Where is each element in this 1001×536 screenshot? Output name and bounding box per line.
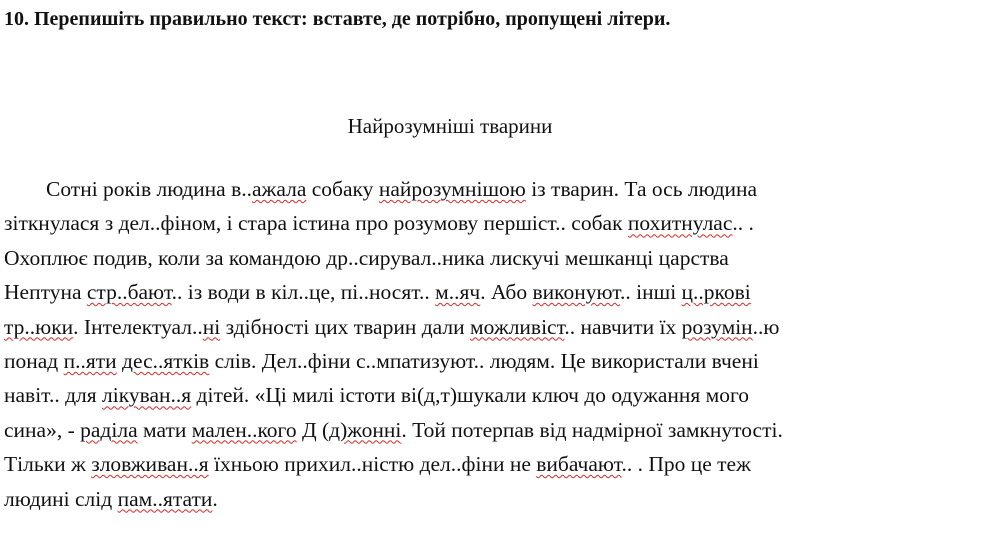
spellcheck-flagged-word: тр..юки xyxy=(4,314,74,339)
text-segment: сина», - xyxy=(4,417,81,442)
spellcheck-flagged-word: раділа xyxy=(80,417,138,442)
text-segment: ..ю xyxy=(752,314,780,339)
text-segment: дітей. «Ці милі істоти ві(д,т)шукали ключ до одужання мого xyxy=(191,383,750,408)
text-segment: Нептуна xyxy=(4,280,87,305)
text-segment: Д ( xyxy=(296,417,330,442)
spellcheck-flagged-word: ц..ркові xyxy=(681,280,751,305)
text-segment: понад xyxy=(4,348,64,373)
text-segment: Охоплює подив, коли за командою др..сирувал..ника лискучі мешканці царства xyxy=(4,245,729,270)
text-segment: .. навчити їх xyxy=(564,314,682,339)
spellcheck-flagged-word: вибачают xyxy=(536,452,622,477)
spellcheck-flagged-word: п..яти xyxy=(63,348,117,373)
spellcheck-flagged-word: виконуют xyxy=(532,280,621,305)
text-segment: .. . Про це теж xyxy=(621,452,751,477)
text-segment: навіт.. для xyxy=(4,383,103,408)
spellcheck-flagged-word: м..яч xyxy=(435,280,481,305)
spellcheck-flagged-word: дес..ятків xyxy=(122,348,210,373)
text-body xyxy=(4,172,994,516)
text-segment: . Інтелектуал.. xyxy=(73,314,203,339)
text-segment: . xyxy=(212,486,218,511)
text-line xyxy=(4,172,994,206)
spellcheck-flagged-word: можливіст xyxy=(470,314,565,339)
text-line xyxy=(4,378,994,412)
spellcheck-flagged-word: розумін xyxy=(681,314,753,339)
text-segment: . Той потерпав від надмірної замкнутості. xyxy=(401,417,783,442)
text-line xyxy=(4,275,994,309)
spellcheck-flagged-word: стр..бают xyxy=(86,280,172,305)
spellcheck-flagged-word: ажала xyxy=(251,177,307,201)
text-segment: здібності цих тварин дали xyxy=(220,314,471,339)
spellcheck-flagged-word: д)жонні xyxy=(329,417,402,442)
text-segment: їхньою прихил..ністю дел..фіни не xyxy=(208,452,537,477)
spellcheck-flagged-word: ні xyxy=(202,314,221,339)
text-segment: Сотні років людина в.. xyxy=(46,177,252,201)
spellcheck-flagged-word: зловживан..я xyxy=(91,452,209,477)
text-line xyxy=(4,310,994,344)
text-segment: Тільки ж xyxy=(4,452,92,477)
text-line xyxy=(4,206,994,240)
text-segment: собаку xyxy=(306,177,379,201)
spellcheck-flagged-word: найрозумнішою xyxy=(378,177,526,201)
text-line xyxy=(4,482,994,516)
text-segment: .. інші xyxy=(620,280,682,305)
text-line xyxy=(4,447,994,481)
text-segment: .. . xyxy=(732,211,754,236)
text-line xyxy=(4,344,994,378)
text-segment: мати xyxy=(137,417,192,442)
spellcheck-flagged-word: мален..кого xyxy=(191,417,297,442)
text-segment: . Або xyxy=(480,280,533,305)
task-heading: 10. Перепишіть правильно текст: вставте, де потрібно, пропущені літери. xyxy=(4,8,671,30)
text-title: Найрозумніші тварини xyxy=(347,114,553,138)
text-segment: слів. Дел..фіни с..мпатизуют.. людям. Це використали вчені xyxy=(209,348,759,373)
text-line xyxy=(4,413,994,447)
text-segment: людині слід xyxy=(4,486,118,511)
text-segment: зіткнулася з дел..фіном, і стара істина про розумову першіст.. собак xyxy=(4,211,628,236)
text-segment: із тварин. Та ось людина xyxy=(525,177,758,201)
spellcheck-flagged-word: лікуван..я xyxy=(102,383,192,408)
spellcheck-flagged-word: пам..ятати xyxy=(117,486,213,511)
text-segment: .. із води в кіл..це, пі..носят.. xyxy=(171,280,436,305)
text-line xyxy=(4,241,994,275)
spellcheck-flagged-word: похитнулас xyxy=(627,211,733,236)
